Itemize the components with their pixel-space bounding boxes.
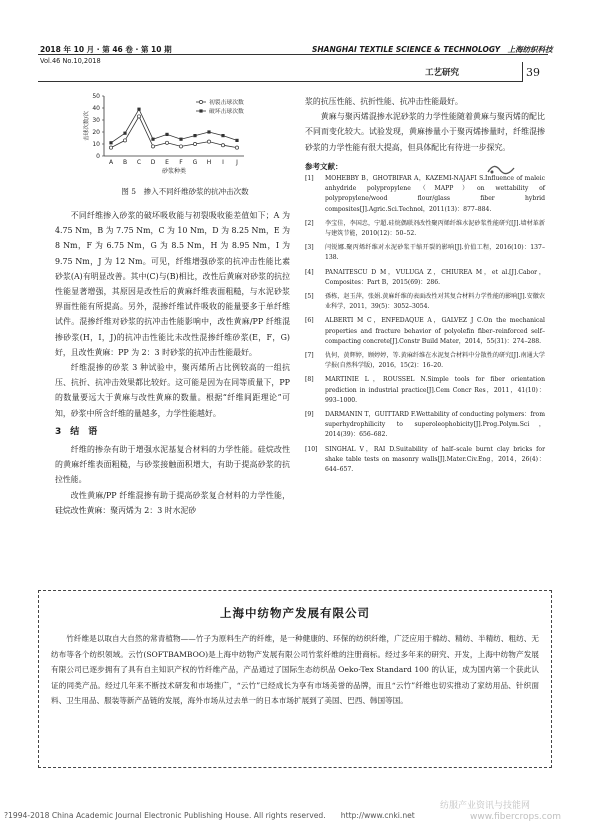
reference-text: 闫锐娜.聚丙烯纤维对水泥砂浆干缩开裂的影响[J].价值工程，2016(10)：137–138. [325,244,545,262]
x-tick-label: E [165,159,169,166]
reference-item [305,243,545,263]
x-tick-label: B [122,159,128,166]
header-journal: SHANGHAI TEXTILE SCIENCE & TECHNOLOGY 上海纺织科技 [312,45,553,54]
figure-caption: 图 5 掺入不同纤维砂浆的抗冲击次数 [121,187,249,196]
reference-list [305,174,545,475]
data-point [151,145,154,148]
copyright-footer: ?1994-2018 China Academic Journal Electronic Publishing House. All rights reserved. http://www.cnki.net [4,811,415,820]
legend-marker [199,109,202,112]
reference-item [305,268,545,288]
data-point [207,130,210,133]
section-heading: 3 结 语 [55,426,98,437]
references-title: 参考文献： [305,161,343,171]
journal-logo-icon [486,162,516,176]
advert-text: 竹纤维是以取自大自然的常青植物——竹子为原料生产的纤维，是一种健康的、环保的纺织纤维，广泛应用于棉纺、精纺、半精纺、粗纺、无纺布等各个纺织领域。云竹(SOFTBAMBOO)是上海中纺物产发展有限公司竹浆纤维的注册商标。经过多年来的研究、开发，上海中纺物产发展有限公司已逐步拥有了具有自主知识产权的竹纤维产品，产品通过了国际生态纺织品 Oeko-Tex Standard 100 的认证，成为国内第一个获此认证的同类产品。经过几年来不断技术研发和市场推广，“云竹”已经成长为享有市场美誉的品牌，而且“云竹”纤维也切实推动了家纺用品、针织面料、卫生用品、服装等新产品链的发展，海外市场从过去单一的日本市场扩展到了美国、巴西、韩国等国。 [51,634,539,706]
data-point [137,108,140,111]
data-point [137,115,140,118]
advert-title: 上海中纺物产发展有限公司 [220,606,370,620]
series-line-1 [111,116,237,147]
data-point [235,146,238,149]
reference-number: [10] [305,445,318,453]
impact-chart [80,92,300,184]
reference-text: SINGHAL V，RAI D.Suitability of half–scale burnt clay bricks for shake table tests on masonry walls[J].Mater.Civ.Eng，2014，26(4)：644–657. [325,445,545,474]
paragraph: 纤维混掺的砂浆 3 种试验中，聚丙烯所占比例较高的一组抗压、抗折、抗冲击效果都比较好。这可能是因为在同等质量下，PP 的数量要远大于黄麻与改性黄麻的数量。根据“纤维间距理论”可知，砂浆中所含纤维的量越多，力学性能越好。 [55,363,290,418]
data-point [221,134,224,137]
y-tick-label: 50 [92,93,100,101]
y-tick-label: 40 [92,105,100,113]
reference-item [305,375,545,406]
x-tick-label: J [236,159,238,166]
data-point [179,145,182,148]
x-axis-label: 砂浆种类 [161,168,187,175]
reference-number: [9] [305,411,314,419]
x-tick-label: F [179,159,183,166]
reference-item [305,351,545,371]
data-point [123,139,126,142]
y-axis-label: 击球次数/次 [84,111,90,141]
data-point [151,138,154,141]
right-column [305,94,545,479]
data-point [165,141,168,144]
data-point [123,132,126,135]
reference-item [305,292,545,312]
reference-item [305,410,545,441]
reference-number: [3] [305,244,314,252]
paragraph: 改性黄麻/PP 纤维混掺有助于提高砂浆复合材料的力学性能，硅烷改性黄麻：聚丙烯为 2：3 时水泥砂 [55,490,290,515]
header-left: 2018 年 10 月 · 第 46 卷 · 第 10 期 [40,45,172,54]
data-point [179,138,182,141]
x-tick-label: C [136,159,142,166]
legend-marker [199,100,202,103]
reference-text: MARTINIE L，ROUSSEL N.Simple tools for fiber orientation prediction in industrial practice[J].Cem Concr Res，2011，41(10)：993–1000. [325,376,545,404]
legend-label: 初裂击球次数 [209,100,244,106]
data-point [193,142,196,145]
data-point [207,140,210,143]
y-tick-label: 10 [92,141,100,149]
reference-number: [6] [305,317,314,325]
reference-number: [4] [305,268,314,276]
data-point [165,133,168,136]
reference-item [305,219,545,239]
page-number: 39 [526,66,540,79]
reference-text: 孫栋，赵玉萍，张娟.黄麻纤维的表面改性对其复合材料力学性能的影响[J].安徽农业科学，2011，39(5)：3052–3054. [325,293,545,311]
reference-text: ALBERTI M C，ENFEDAQUE A，GALVEZ J C.On the mechanical properties and fracture behavior of polyolefin fiber–reinforced self–compacting concrete[J].Constr Build Mater，2014，55(31)：274–288. [325,317,545,345]
x-tick-label: G [192,159,198,166]
paragraph: 纤维的掺杂有助于增强水泥基复合材料的力学性能。硅烷改性的黄麻纤维表面粗糙，与砂浆接触面积增大，有助于提高砂浆的抗拉性能。 [55,445,290,485]
reference-item [305,174,545,215]
x-tick-label: A [108,159,114,166]
header-rule [38,54,548,55]
reference-number: [2] [305,219,314,227]
section-label: 工艺研究 [425,68,460,78]
x-tick-label: H [206,159,212,166]
paragraph: 不同纤维掺入砂浆的破坏吸收能与初裂吸收能差值如下；A 为 4.75 Nm，B 为 7.75 Nm，C 为 10 Nm，D 为 8.25 Nm，E 为 8 Nm，F 为 6.75 Nm，G 为 8.5 Nm，H 为 8.95 Nm，I 为 9.75 Nm，J 为 12 Nm。可见，纤维增强砂浆的抗冲击性能比素砂浆(A)有明显改善。其中(C)与(B)相比，改性后黄麻对砂浆的抗拉性能显著增强，其原因是改性后的黄麻纤维表面粗糙，与水泥砂浆界面性能有所提高。另外，混掺纤维试件吸收的能量要多于单纤维试件。混掺纤维对砂浆的抗冲击性能影响中，改性黄麻/PP 纤维混掺砂浆(H，I，J)的抗冲击性能比未改性混掺纤维砂浆(E，F，G)好，且改性黄麻：PP 为 2：3 时砂浆的抗冲击性能最好。 [55,211,290,357]
reference-number: [5] [305,293,314,301]
reference-text: 李宝佳，李国忠，宁超.硅烷偶联剂改性聚丙烯纤维水泥砂浆性能研究[J].墙材革新与建筑节能，2010(12)：50–52. [325,219,545,238]
legend-label: 破坏击球次数 [209,109,244,115]
reference-number: [1] [305,175,314,183]
watermark-url: www.fibercrops.com [470,812,561,822]
reference-number: [8] [305,376,314,384]
y-tick-label: 20 [92,129,100,137]
header-rule-lower [38,81,522,82]
data-point [235,139,238,142]
paragraph: 浆的抗压性能、抗折性能、抗冲击性能最好。 [305,97,463,106]
reference-text: DARMANIN T，GUITTARD F.Wettability of conducting polymers：from superhydrophilicity to superoleophobicity[J].Prog.Polym.Sci，2014(39)：656–682. [325,411,545,439]
reference-item [305,445,545,476]
header-volume: Vol.46 No.10,2018 [40,57,101,65]
x-tick-label: D [150,159,156,166]
company-advert [38,590,552,768]
paragraph: 黄麻与聚丙烯混掺水泥砂浆的力学性能随着黄麻与聚丙烯的配比不同而变化较大。试验发现，黄麻掺量小于聚丙烯掺量时，纤维混掺砂浆的力学性能有很大提高，但具体配比有待进一步探究。 [305,112,545,152]
data-point [109,141,112,144]
watermark-title: 纺服产业资讯与技能网 [440,801,531,811]
left-column [55,208,290,518]
reference-item [305,316,545,347]
reference-number: [7] [305,352,314,360]
data-point [109,146,112,149]
reference-text: 仇何，黄辉婷，顾婷婷，等.黄麻纤维在水泥复合材料中分散性的研究[J].南通大学学报(自然科学版)，2016，15(2)：16–20. [325,352,545,370]
x-tick-label: I [222,159,224,166]
y-tick-label: 0 [96,153,100,161]
y-tick-label: 30 [92,117,100,125]
data-point [193,134,196,137]
reference-text: PANAITESCU D M，VULUGA Z，CHIUREA M，et al.[J].Cabor，Composites：Part B，2015(69)：286. [325,268,545,286]
reference-text: MOHEBBY B，GHOTBIFAR A，KAZEMI-NAJAFI S.Influence of maleic anhydride polypropylene（MAPP）on wettability of polypropylene/wood flour/glass fiber hybrid composites[J].Agric.Sci.Technol，2011(13)：877–884. [325,175,545,213]
page-number-divider [522,62,523,82]
data-point [221,144,224,147]
